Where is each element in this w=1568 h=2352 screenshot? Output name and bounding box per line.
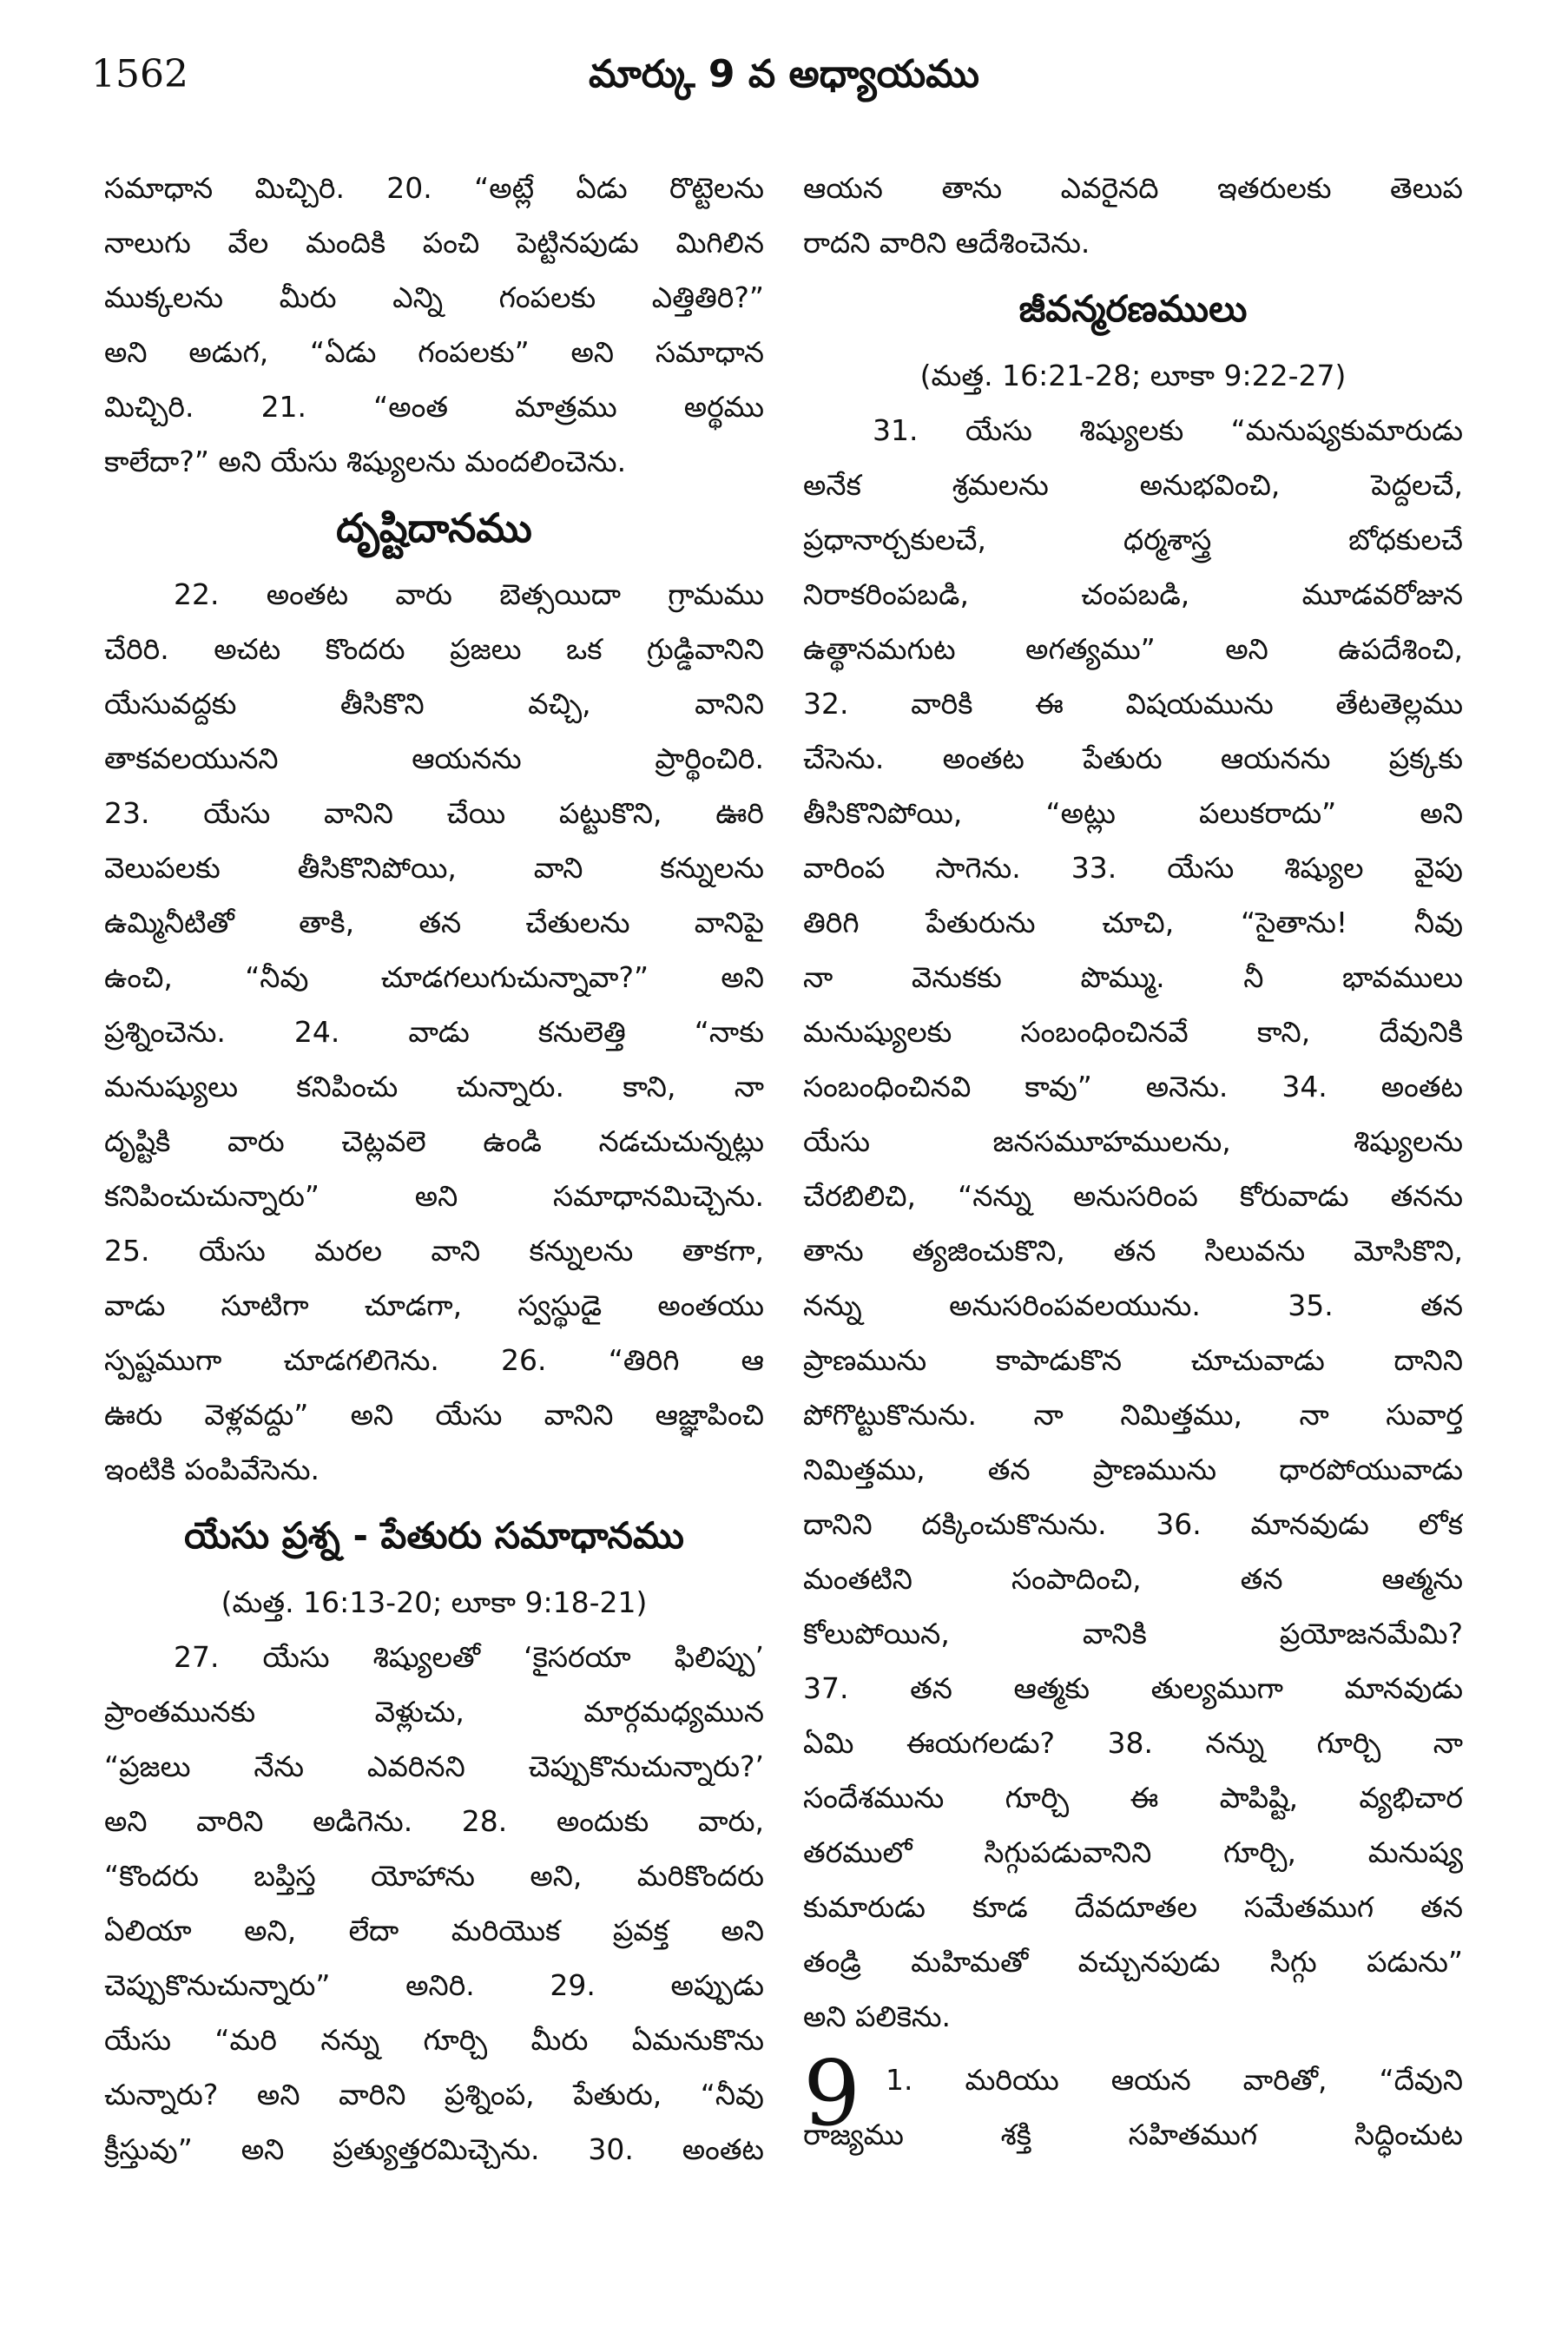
text-line: మనుష్యులు కనిపించు చున్నారు. కాని, నా [104,1070,764,1104]
section-heading: జీవన్మరణములు [1018,287,1248,330]
text-line: నిమిత్తము, తన ప్రాణమును ధారపోయువాడు [803,1453,1463,1486]
text-line: తాకవలయునని ఆయనను ప్రార్థించిరి. [104,741,764,775]
chapter-number: 9 [803,2040,861,2146]
text-line: ఉత్థానమగుట అగత్యము” అని ఉపదేశించి, [803,632,1463,666]
text-line: చెప్పుకొనుచున్నారు” అనిరి. 29. అప్పుడు [104,1968,764,2002]
text-line: నా వెనుకకు పొమ్ము. నీ భావములు [803,960,1463,994]
right-column [803,161,1463,2162]
cross-reference: (మత్త. 16:21-28; లూకా 9:22-27) [919,359,1347,392]
text-line: 31. యేసు శిష్యులకు “మనుష్యకుమారుడు [873,413,1463,447]
text-line: అని అడుగ, “ఏడు గంపలకు” అని సమాధాన [104,335,764,369]
cross-reference: (మత్త. 16:13-20; లూకా 9:18-21) [221,1585,648,1619]
text-line: ఏమి ఈయగలడు? 38. నన్ను గూర్చి నా [803,1726,1463,1760]
paragraph [803,403,1463,2044]
text-line: ప్రధానార్చకులచే, ధర్మశాస్త్ర బోధకులచే [803,523,1463,557]
section-heading: దృష్టిదానము [336,504,532,551]
text-line: తరములో సిగ్గుపడువానిని గూర్చి, మనుష్య [803,1835,1463,1869]
text-line: నన్ను అనుసరింపవలయును. 35. తన [803,1288,1463,1322]
text-line: వారింప సాగెను. 33. యేసు శిష్యుల వైపు [803,851,1463,885]
paragraph [104,161,764,489]
text-line: వెలుపలకు తీసికొనిపోయి, వాని కన్నులను [104,851,764,885]
text-line: చేరబిలిచి, “నన్ను అనుసరింప కోరువాడు తనను [803,1179,1463,1213]
text-line: “ప్రజలు నేను ఎవరినని చెప్పుకొనుచున్నారు?’ [104,1749,764,1783]
text-line: సంబంధించినవి కావు” అనెను. 34. అంతట [803,1070,1463,1104]
text-line: యేసు జనసమూహములను, శిష్యులను [803,1124,1463,1158]
text-line: నాలుగు వేల మందికి పంచి పెట్టినపుడు మిగిలిన [104,226,764,260]
text-line: కాలేదా?” అని యేసు శిష్యులను మందలించెను. [104,445,627,478]
text-line: ఉమ్మినీటితో తాకి, తన చేతులను వానిపై [104,906,764,939]
paragraph [104,1630,764,2177]
text-line: 23. యేసు వానిని చేయి పట్టుకొని, ఊరి [104,796,764,830]
text-line: చేరిరి. అచట కొందరు ప్రజలు ఒక గ్రుడ్డివానిని [104,632,764,666]
text-line: “కొందరు బప్తిస్త యోహాను అని, మరికొందరు [104,1859,764,1893]
text-line: తండ్రి మహిమతో వచ్చునపుడు సిగ్గు పడును” [803,1945,1463,1979]
text-line: ఉంచి, “నీవు చూడగలుగుచున్నావా?” అని [104,960,764,994]
text-line: మిచ్చిరి. 21. “అంత మాత్రము అర్థము [104,390,764,424]
text-line: తాను త్యజించుకొని, తన సిలువను మోసికొని, [803,1234,1463,1268]
text-line: 27. యేసు శిష్యులతో ‘కైసరయా ఫిలిప్పు’ [174,1640,764,1674]
text-line: 32. వారికి ఈ విషయమును తేటతెల్లము [803,687,1463,721]
text-line: అని పలికెను. [803,2000,952,2033]
paragraph [803,161,1463,270]
text-line: 37. తన ఆత్మకు తుల్యముగా మానవుడు [803,1671,1463,1705]
section-heading: యేసు ప్రశ్న - పేతురు సమాధానము [184,1514,684,1557]
text-line: ఆయన తాను ఎవరైనది ఇతరులకు తెలుప [803,171,1463,205]
text-line: దృష్టికి వారు చెట్లవలె ఉండి నడచుచున్నట్లు [104,1124,764,1158]
text-line: ముక్కలను మీరు ఎన్ని గంపలకు ఎత్తితిరి?” [104,280,764,314]
left-column [104,161,764,2177]
text-line: యేసువద్దకు తీసికొని వచ్చి, వానిని [104,687,764,721]
text-line: చేసెను. అంతట పేతురు ఆయనను ప్రక్కకు [803,741,1463,775]
text-line: దానిని దక్కించుకొనును. 36. మానవుడు లోక [803,1507,1463,1541]
text-line: మనుష్యులకు సంబంధించినవే కాని, దేవునికి [803,1015,1463,1049]
page-number: 1562 [91,52,188,96]
text-line: క్రీస్తువు” అని ప్రత్యుత్తరమిచ్చెను. 30. అంతట [104,2132,764,2166]
text-line: రాజ్యము శక్తి సహితముగ సిద్ధించుట [803,2118,1463,2151]
text-line: నిరాకరింపబడి, చంపబడి, మూడవరోజున [803,577,1463,611]
text-line: ప్రశ్నించెను. 24. వాడు కనులెత్తి “నాకు [104,1015,764,1049]
text-line: యేసు “మరి నన్ను గూర్చి మీరు ఏమనుకొను [104,2023,764,2057]
text-line: తీసికొనిపోయి, “అట్లు పలుకరాదు” అని [803,796,1463,830]
text-line: 1. మరియు ఆయన వారితో, “దేవుని [886,2063,1463,2097]
text-line: సందేశమును గూర్చి ఈ పాపిష్టి, వ్యభిచార [803,1781,1463,1815]
text-line: 25. యేసు మరల వాని కన్నులను తాకగా, [104,1234,764,1268]
text-line: అనేక శ్రమలను అనుభవించి, పెద్దలచే, [803,468,1463,502]
text-line: కనిపించుచున్నారు” అని సమాధానమిచ్చెను. [104,1179,764,1213]
text-line: చున్నారు? అని వారిని ప్రశ్నింప, పేతురు, “నీవు [104,2078,764,2112]
text-line: తిరిగి పేతురును చూచి, “సైతాను! నీవు [803,906,1463,939]
text-line: ఊరు వెళ్లవద్దు” అని యేసు వానిని ఆజ్ఞాపించి [104,1398,764,1432]
text-line: స్పష్టముగా చూడగలిగెను. 26. “తిరిగి ఆ [104,1343,764,1377]
text-line: రాదని వారిని ఆదేశించెను. [803,226,1090,260]
text-line: వాడు సూటిగా చూడగా, స్వస్థుడై అంతయు [104,1288,764,1322]
text-line: పోగొట్టుకొనును. నా నిమిత్తము, నా సువార్త [803,1398,1463,1432]
text-line: ఇంటికి పంపివేసెను. [104,1453,320,1486]
chapter-start [803,2040,1463,2162]
text-line: మంతటిని సంపాదించి, తన ఆత్మను [803,1562,1463,1596]
paragraph [104,567,764,1497]
text-line: కుమారుడు కూడ దేవదూతల సమేతముగ తన [803,1890,1463,1924]
text-line: ఏలియా అని, లేదా మరియొక ప్రవక్త అని [104,1914,764,1947]
text-line: సమాధాన మిచ్చిరి. 20. “అట్లే ఏడు రొట్టెలను [104,171,764,205]
text-line: ప్రాణమును కాపాడుకొన చూచువాడు దానిని [803,1343,1463,1377]
text-line: కోలుపోయిన, వానికి ప్రయోజనమేమి? [803,1617,1463,1650]
text-line: అని వారిని అడిగెను. 28. అందుకు వారు, [104,1804,764,1838]
running-title: మార్కు 9 వ అధ్యాయము [589,52,979,96]
text-line: ప్రాంతమునకు వెళ్లుచు, మార్గమధ్యమున [104,1695,764,1729]
text-line: 22. అంతట వారు బెత్సయిదా గ్రామము [174,577,764,611]
